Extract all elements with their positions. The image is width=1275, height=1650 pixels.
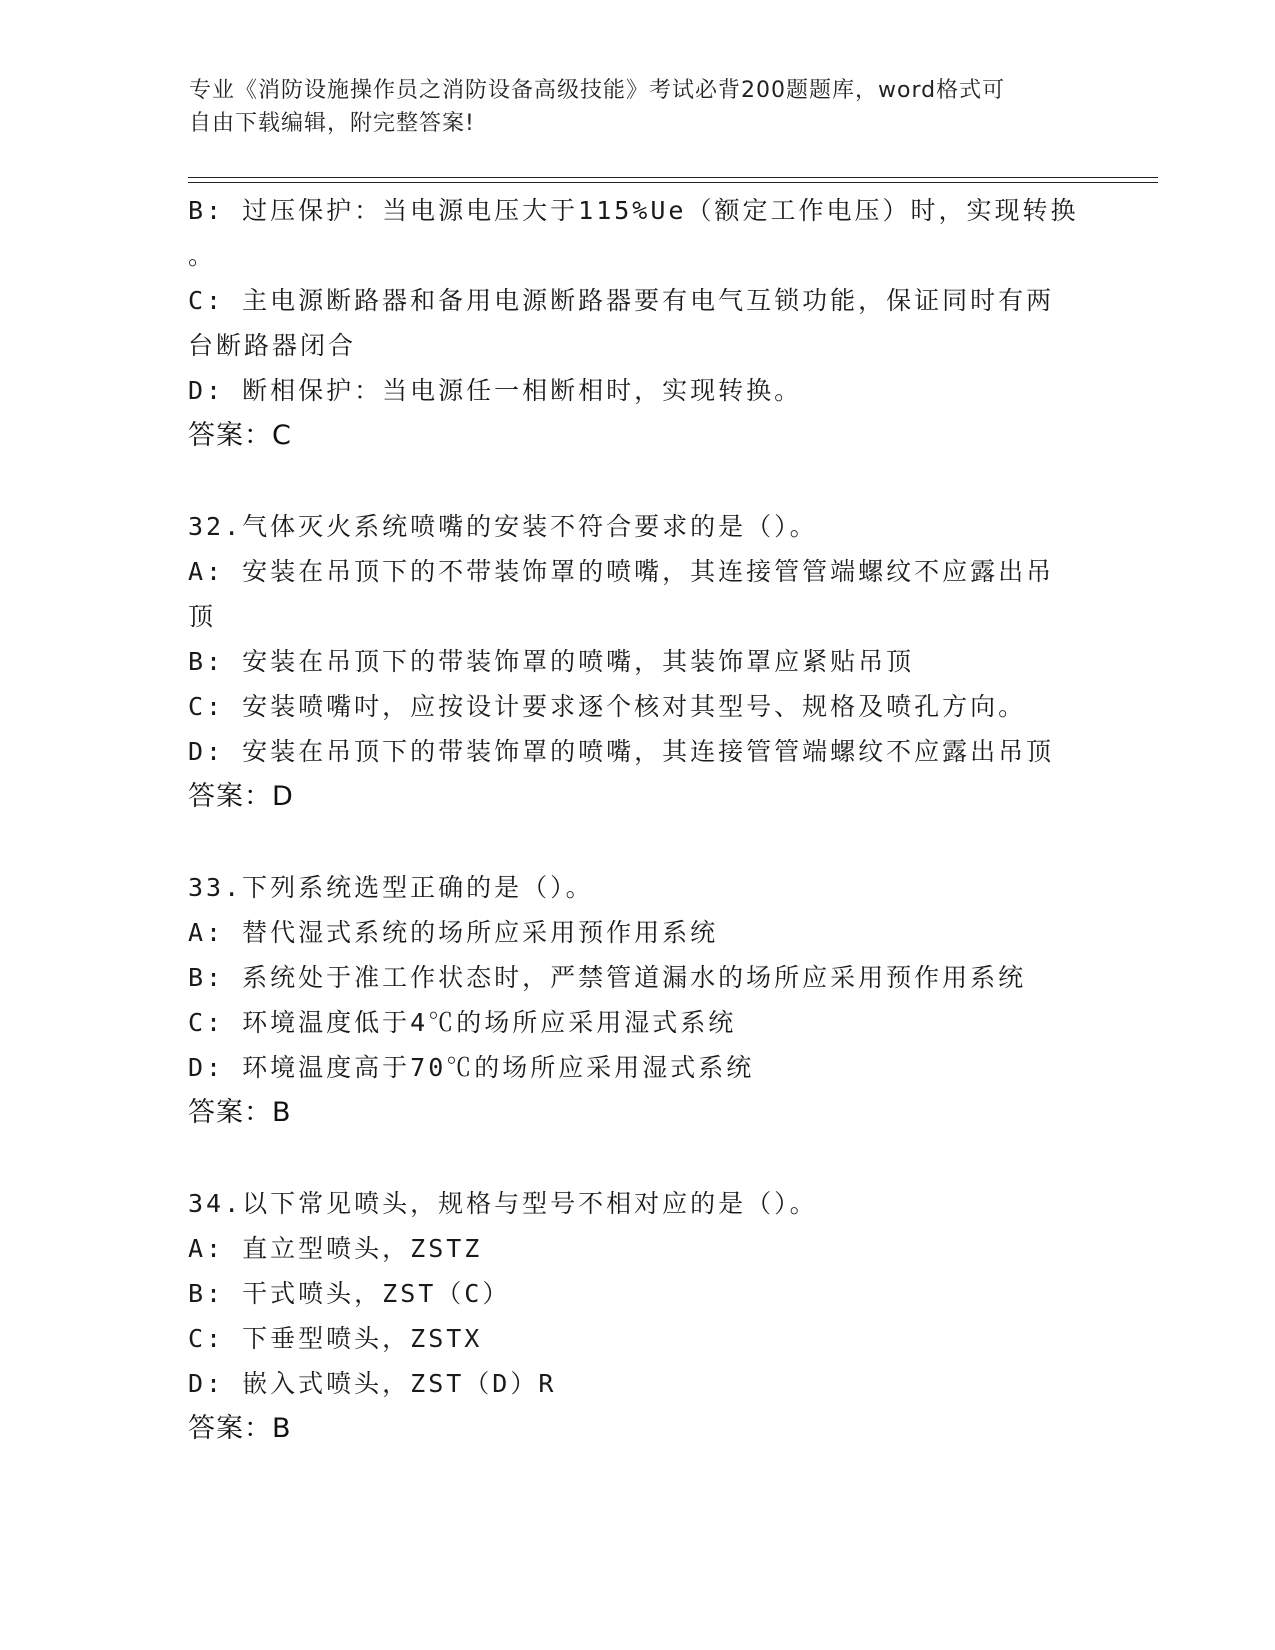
question-stem: 33.下列系统选型正确的是（）。 xyxy=(188,873,594,902)
option-b-wrap: 。 xyxy=(188,241,217,270)
option-d: D: 安装在吊顶下的带装饰罩的喷嘴，其连接管管端螺纹不应露出吊顶 xyxy=(188,737,1055,766)
option-b: B: 安装在吊顶下的带装饰罩的喷嘴，其装饰罩应紧贴吊顶 xyxy=(188,647,915,676)
answer: 答案：B xyxy=(188,1097,292,1128)
answer: 答案：D xyxy=(188,781,294,812)
option-c: C: 下垂型喷头，ZSTX xyxy=(188,1324,483,1353)
question-31-continued xyxy=(188,188,1088,458)
option-a-wrap: 顶 xyxy=(188,602,217,631)
option-d: D: 断相保护：当电源任一相断相时，实现转换。 xyxy=(188,376,803,405)
option-d: D: 嵌入式喷头，ZST（D）R xyxy=(188,1369,557,1398)
option-b: B: 过压保护：当电源电压大于115%Ue（额定工作电压）时，实现转换 xyxy=(188,196,1079,225)
question-34 xyxy=(188,1181,1088,1451)
header-rule-bottom xyxy=(188,182,1158,183)
option-a: A: 安装在吊顶下的不带装饰罩的喷嘴，其连接管管端螺纹不应露出吊 xyxy=(188,557,1055,586)
header-line-2: 自由下载编辑，附完整答案! xyxy=(189,111,475,136)
spacer xyxy=(188,1135,1088,1181)
question-32 xyxy=(188,504,1088,819)
answer: 答案：C xyxy=(188,420,292,451)
option-c: C: 环境温度低于4℃的场所应采用湿式系统 xyxy=(188,1008,737,1037)
question-list xyxy=(188,188,1088,1451)
option-c-wrap: 台断路器闭合 xyxy=(188,331,357,360)
spacer xyxy=(188,819,1088,865)
document-header xyxy=(189,74,1069,140)
option-a: A: 替代湿式系统的场所应采用预作用系统 xyxy=(188,918,719,947)
question-33 xyxy=(188,865,1088,1135)
question-stem: 34.以下常见喷头，规格与型号不相对应的是（）。 xyxy=(188,1189,818,1218)
spacer xyxy=(188,458,1088,504)
option-b: B: 干式喷头，ZST（C） xyxy=(188,1279,511,1308)
option-a: A: 直立型喷头，ZSTZ xyxy=(188,1234,483,1263)
question-stem: 32.气体灭火系统喷嘴的安装不符合要求的是（）。 xyxy=(188,512,818,541)
option-d: D: 环境温度高于70℃的场所应采用湿式系统 xyxy=(188,1053,755,1082)
answer: 答案：B xyxy=(188,1413,292,1444)
option-b: B: 系统处于准工作状态时，严禁管道漏水的场所应采用预作用系统 xyxy=(188,963,1027,992)
option-c: C: 安装喷嘴吋，应按设计要求逐个核对其型号、规格及喷孔方向。 xyxy=(188,692,1027,721)
header-line-1: 专业《消防设施操作员之消防设备高级技能》考试必背200题题库，word格式可 xyxy=(189,78,1006,103)
option-c: C: 主电源断路器和备用电源断路器要有电气互锁功能，保证同时有两 xyxy=(188,286,1055,315)
header-rule-top xyxy=(188,177,1158,178)
